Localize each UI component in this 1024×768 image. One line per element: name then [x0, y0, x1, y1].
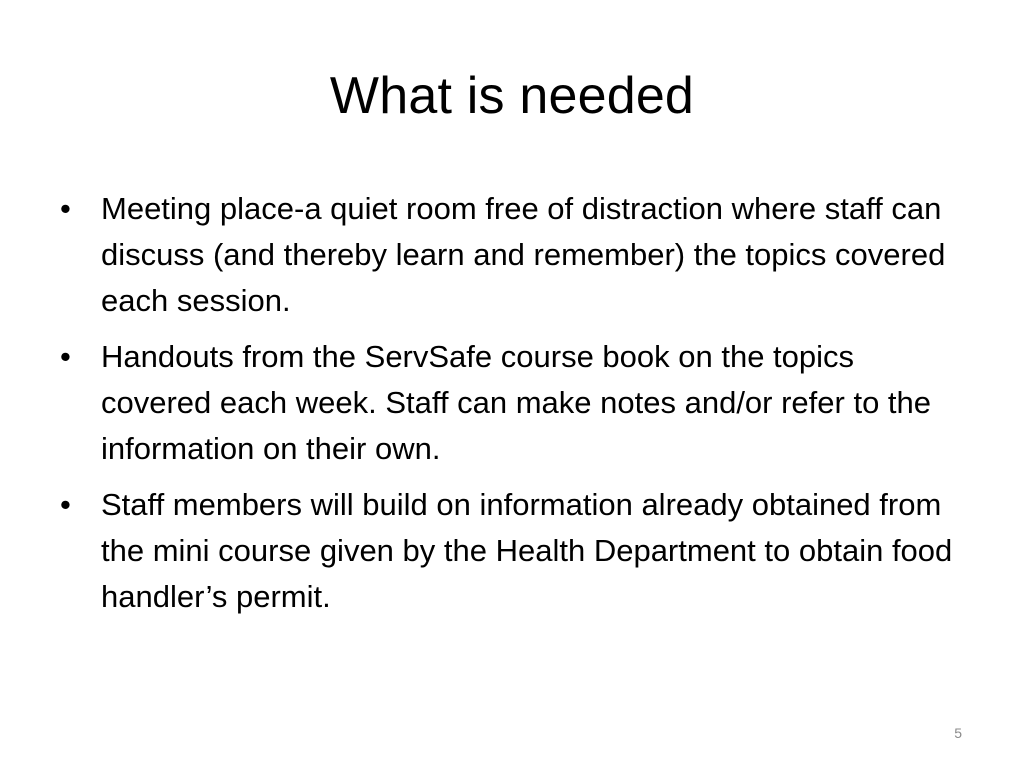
bullet-list [60, 186, 960, 630]
bullet-icon: • [60, 339, 71, 374]
slide-number: 5 [954, 725, 962, 741]
slide-title: What is needed [329, 67, 695, 125]
bullet-item-handouts [60, 334, 960, 472]
bullet-item-meeting-place [60, 186, 960, 324]
bullet-text: Meeting place-a quiet room free of distraction where staff can discuss (and thereby learn and remember) the topics covered each session. [101, 191, 946, 318]
bullet-icon: • [60, 191, 71, 226]
bullet-item-staff-members [60, 482, 960, 620]
bullet-text: Staff members will build on information already obtained from the mini course given by the Health Department to obtain food handler’s permit. [101, 487, 953, 614]
bullet-icon: • [60, 487, 71, 522]
bullet-text: Handouts from the ServSafe course book on the topics covered each week. Staff can make notes and/or refer to the information on their own. [101, 339, 932, 466]
